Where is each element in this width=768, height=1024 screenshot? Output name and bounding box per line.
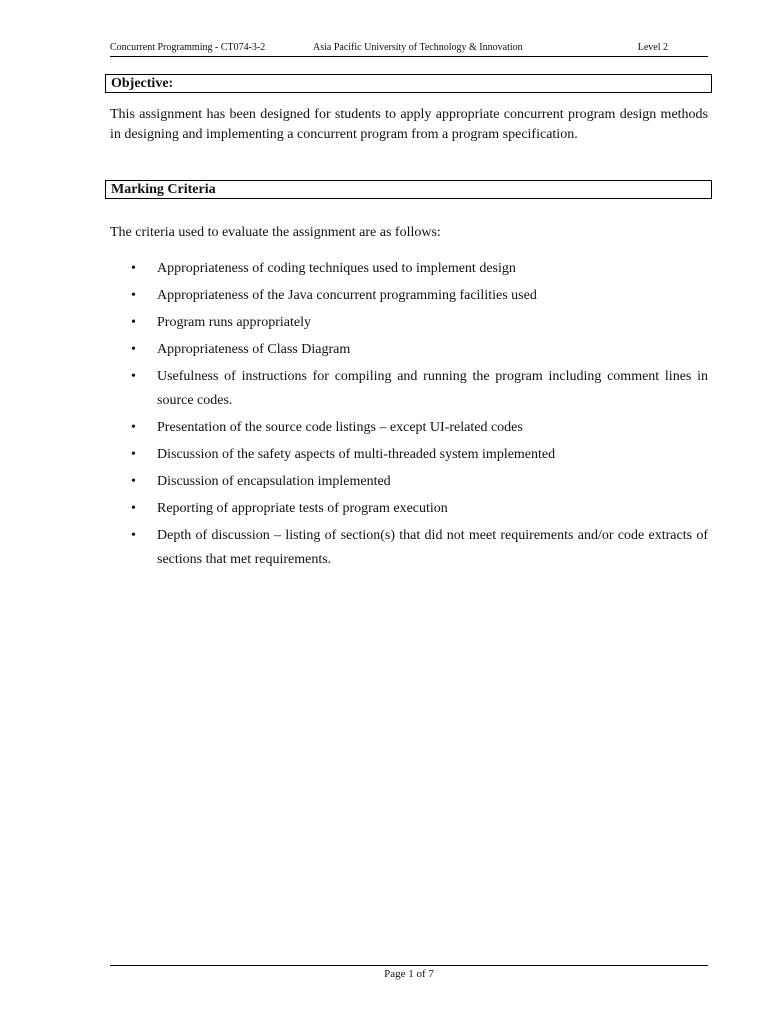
- bullet-icon: •: [131, 369, 136, 384]
- list-item-text: Discussion of the safety aspects of multi-threaded system implemented: [157, 447, 556, 462]
- list-item: [110, 524, 708, 572]
- objective-heading: Objective:: [105, 74, 712, 93]
- list-item: [110, 497, 708, 521]
- list-item-text: Reporting of appropriate tests of program execution: [157, 501, 448, 516]
- bullet-icon: •: [131, 474, 136, 489]
- page-number: Page 1 of 7: [384, 968, 434, 980]
- list-item: [110, 416, 708, 440]
- list-item-text: Program runs appropriately: [157, 315, 311, 330]
- page-footer: [110, 965, 708, 980]
- bullet-icon: •: [131, 315, 136, 330]
- list-item: [110, 257, 708, 281]
- list-item-text: Discussion of encapsulation implemented: [157, 474, 391, 489]
- bullet-icon: •: [131, 447, 136, 462]
- list-item: [110, 470, 708, 494]
- list-item-text: Depth of discussion – listing of section(s) that did not meet requirements and/or code extracts of sections that met requirements.: [157, 528, 708, 567]
- list-item: [110, 311, 708, 335]
- list-item-text: Appropriateness of coding techniques used to implement design: [157, 261, 516, 276]
- objective-text: This assignment has been designed for students to apply appropriate concurrent program design methods in designing and implementing a concurrent program from a program specification.: [110, 107, 708, 142]
- bullet-icon: •: [131, 342, 136, 357]
- list-item-text: Presentation of the source code listings – except UI-related codes: [157, 420, 523, 435]
- list-item: [110, 338, 708, 362]
- criteria-list: [110, 257, 708, 575]
- list-item: [110, 284, 708, 308]
- bullet-icon: •: [131, 261, 136, 276]
- bullet-icon: •: [131, 528, 136, 543]
- list-item-text: Usefulness of instructions for compiling and running the program including comment lines in source codes.: [157, 369, 708, 408]
- page-header: [110, 40, 708, 57]
- bullet-icon: •: [131, 420, 136, 435]
- list-item: [110, 365, 708, 413]
- header-university: Asia Pacific University of Technology & Innovation: [313, 42, 523, 53]
- bullet-icon: •: [131, 288, 136, 303]
- marking-criteria-heading: Marking Criteria: [105, 180, 712, 199]
- bullet-icon: •: [131, 501, 136, 516]
- criteria-intro: The criteria used to evaluate the assignment are as follows:: [110, 225, 441, 240]
- list-item: [110, 443, 708, 467]
- list-item-text: Appropriateness of the Java concurrent programming facilities used: [157, 288, 537, 303]
- header-module: Concurrent Programming - CT074-3-2: [110, 42, 266, 53]
- header-level: Level 2: [637, 42, 668, 53]
- list-item-text: Appropriateness of Class Diagram: [157, 342, 351, 357]
